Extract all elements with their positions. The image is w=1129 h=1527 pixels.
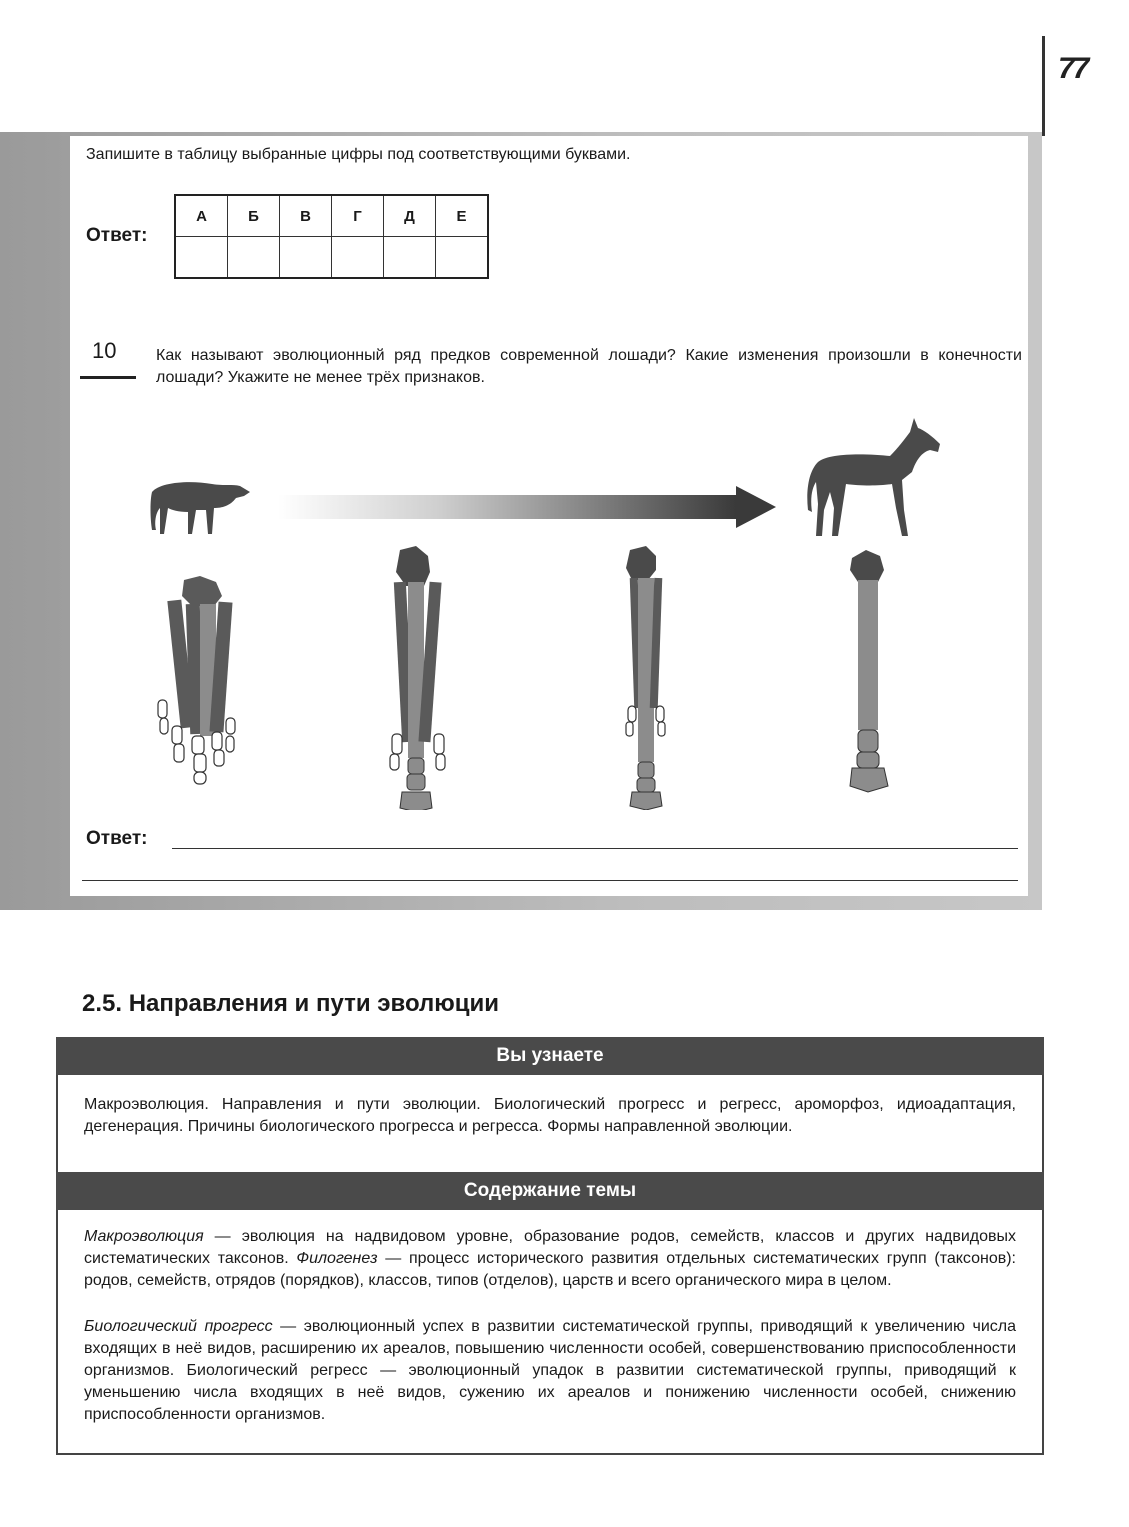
macroevolution-definition: — эволюция на надвидовом уровне, образование родов, семейств, классов и других надвидовых систематических таксонов. — [84, 1228, 1016, 1267]
answer-letter-g: Г — [332, 195, 384, 237]
limb-skeleton-2-icon — [390, 546, 445, 810]
answer-cell-b[interactable] — [228, 237, 280, 279]
task10-answer-line-2[interactable] — [82, 880, 1018, 881]
task10-number-underline — [80, 376, 136, 379]
answer-letter-a: А — [175, 195, 228, 237]
term-biological-progress: Биологический прогресс — [84, 1318, 273, 1335]
answer-table-header-row — [175, 195, 488, 237]
learn-text: Макроэволюция. Направления и пути эволюции. Биологический прогресс и регресс, ароморфоз, идиоадаптация, дегенерация. Причины биологического прогресса и регресса. Формы направленной эволюции. — [84, 1096, 1016, 1135]
answer-letter-v: В — [280, 195, 332, 237]
evolution-arrow-icon — [278, 486, 776, 528]
phylogenesis-definition: — процесс исторического развития отдельных систематических групп (таксонов): родов, семейств, отрядов (порядков), классов, типов (отделов), царств и всего органического мира в целом. — [84, 1250, 1017, 1289]
term-phylogenesis: Филогенез — [296, 1250, 378, 1267]
horse-evolution-figure — [0, 400, 1042, 810]
answer-letter-e: Е — [436, 195, 489, 237]
task10-answer-line-1[interactable] — [172, 848, 1018, 849]
answer-letter-d: Д — [384, 195, 436, 237]
answer-table-input-row — [175, 237, 488, 279]
task9-instruction: Запишите в таблицу выбранные цифры под соответствующими буквами. — [86, 146, 631, 163]
section-heading: 2.5. Направления и пути эволюции — [82, 990, 500, 1017]
answer-table — [174, 194, 489, 279]
content-paragraph-1 — [84, 1226, 1016, 1292]
answer-cell-a[interactable] — [175, 237, 228, 279]
limb-skeleton-3-icon — [626, 546, 665, 810]
content-title-bar: Содержание темы — [56, 1172, 1044, 1210]
modern-horse-silhouette-icon — [807, 418, 940, 536]
answer-letter-b: Б — [228, 195, 280, 237]
task10-number: 10 — [92, 338, 117, 363]
eohippus-silhouette-icon — [151, 482, 251, 534]
limb-skeleton-4-icon — [850, 550, 888, 792]
content-paragraph-2 — [84, 1316, 1016, 1426]
task10-answer-label: Ответ: — [86, 828, 148, 849]
task9-answer-label: Ответ: — [86, 225, 148, 246]
answer-cell-v[interactable] — [280, 237, 332, 279]
page-number-rule — [1042, 36, 1045, 136]
limb-skeleton-1-icon — [158, 576, 235, 784]
answer-cell-e[interactable] — [436, 237, 489, 279]
answer-cell-d[interactable] — [384, 237, 436, 279]
learn-title-bar: Вы узнаете — [56, 1037, 1044, 1075]
page-number: 77 — [1058, 52, 1088, 85]
term-macroevolution: Макроэволюция — [84, 1228, 204, 1245]
answer-cell-g[interactable] — [332, 237, 384, 279]
biological-progress-definition: — эволюционный успех в развитии систематической группы, приводящий к увеличению числа входящих в неё видов, расширению их ареалов, повышению численности особей, совершенствованию приспособленности организмов. Биологический регресс — эволюционный упадок в развитии систематической группы, приводящий к уменьшению числа входящих в неё видов, сужению их ареалов и понижению численности особей, снижению приспособленности организмов. — [84, 1318, 1016, 1423]
task10-question: Как называют эволюционный ряд предков современной лошади? Какие изменения произошли в конечности лошади? Укажите не менее трёх признаков. — [156, 347, 1022, 386]
